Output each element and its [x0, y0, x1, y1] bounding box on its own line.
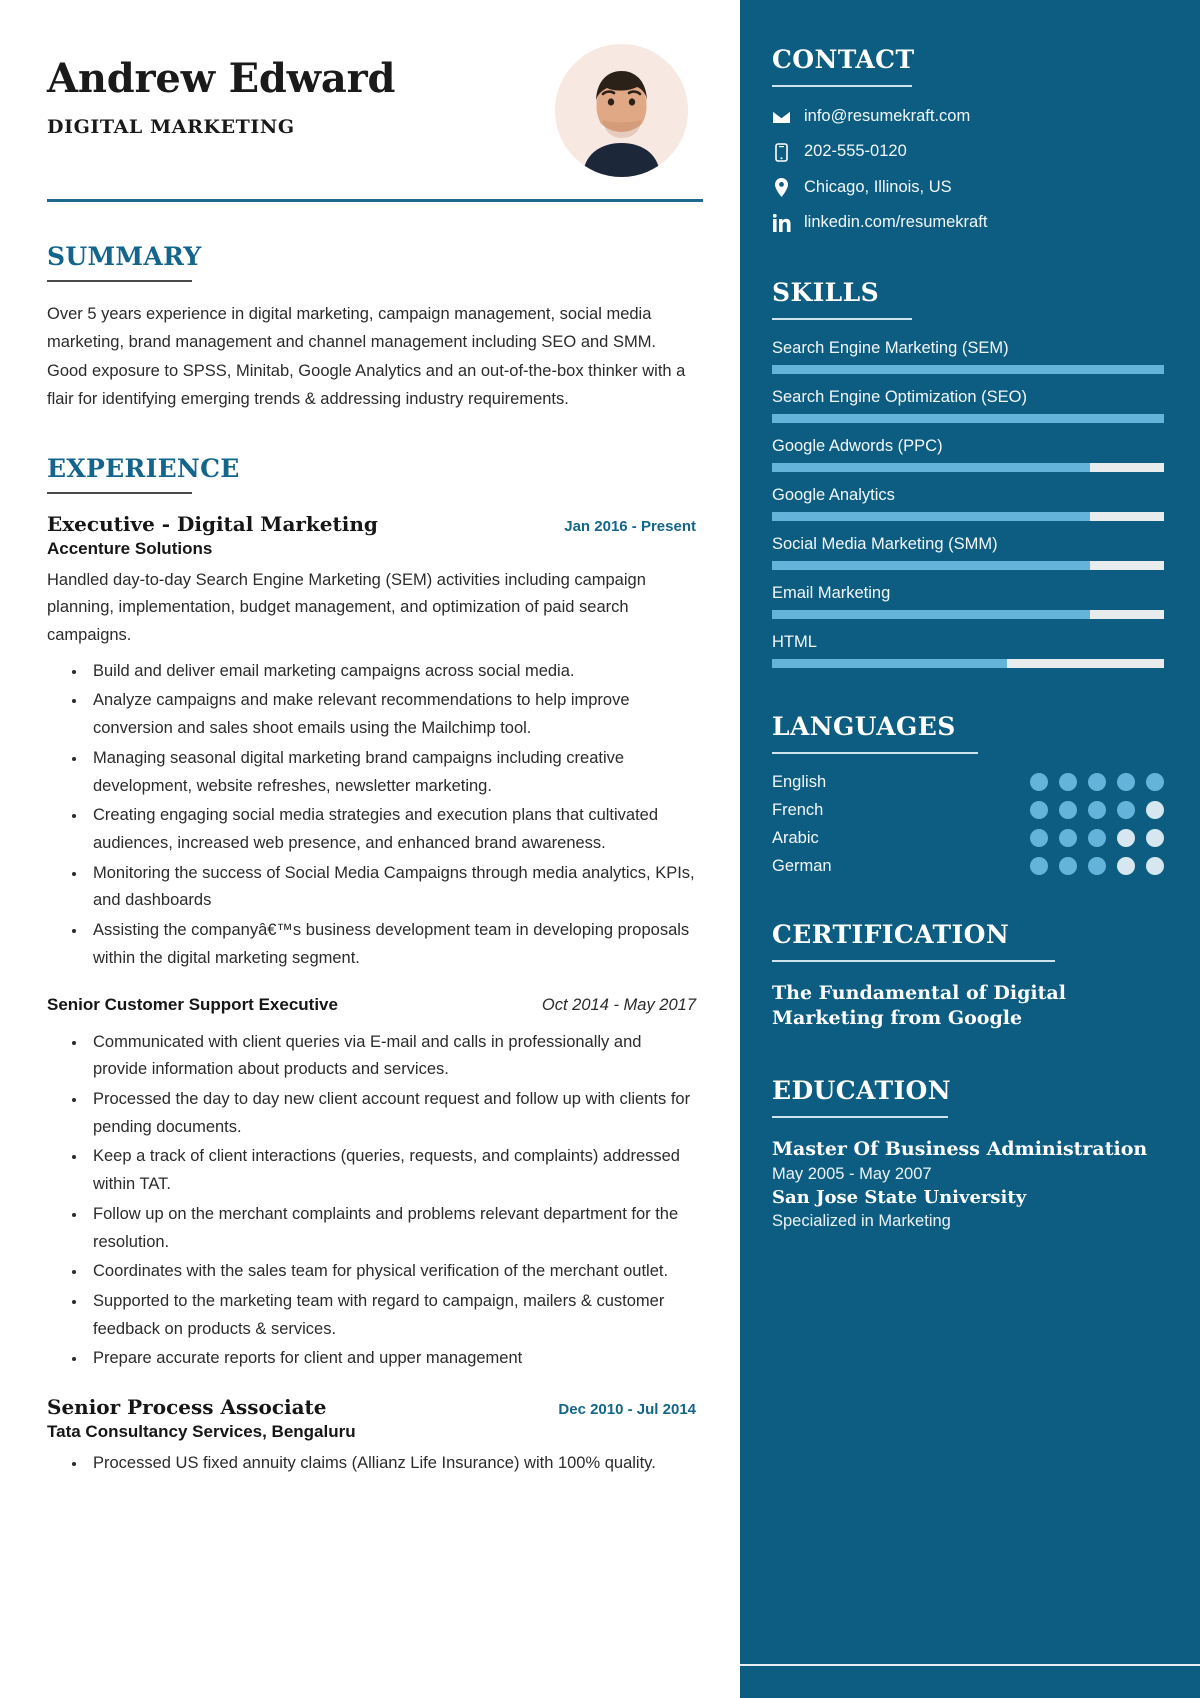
- rating-dot: [1088, 857, 1106, 875]
- skill-item: [772, 388, 1164, 423]
- envelope-icon: [772, 110, 791, 124]
- avatar: [555, 44, 688, 177]
- skill-bar-fill: [772, 414, 1164, 423]
- contact-location-text: Chicago, Illinois, US: [804, 177, 952, 196]
- rating-dot: [1088, 801, 1106, 819]
- name-block: [47, 44, 395, 138]
- language-item: [772, 801, 1164, 820]
- skill-item: [772, 584, 1164, 619]
- list-item: • Keep a track of client interactions (queries, requests, and complaints) addressed within TAT.: [87, 1143, 696, 1198]
- rating-dot: [1088, 829, 1106, 847]
- resume-header: [47, 44, 696, 177]
- language-label: French: [772, 800, 824, 819]
- language-label: Arabic: [772, 828, 819, 847]
- skill-bar-fill: [772, 610, 1090, 619]
- language-item: [772, 773, 1164, 792]
- contact-linkedin-text: linkedin.com/resumekraft: [804, 213, 988, 232]
- skills-heading: SKILLS: [772, 277, 880, 307]
- skill-label: Social Media Marketing (SMM): [772, 534, 998, 553]
- mobile-phone-icon: [772, 143, 791, 162]
- list-item: • Processed the day to day new client account request and follow up with clients for pending documents.: [87, 1086, 696, 1141]
- summary-section: [47, 242, 696, 414]
- list-item: • Processed US fixed annuity claims (Allianz Life Insurance) with 100% quality.: [87, 1450, 696, 1478]
- list-item: • Build and deliver email marketing campaigns across social media.: [87, 658, 696, 686]
- list-item: • Assisting the companyâ€™s business development team in developing proposals within the digital marketing segment.: [87, 917, 696, 972]
- list-item: • Monitoring the success of Social Media Campaigns through media analytics, KPIs, and dashboards: [87, 860, 696, 915]
- sidebar: [740, 0, 1200, 1698]
- rating-dot: [1059, 801, 1077, 819]
- job-company: Accenture Solutions: [47, 538, 213, 558]
- rating-dot: [1146, 801, 1164, 819]
- rating-dot: [1117, 857, 1135, 875]
- contact-item-location[interactable]: [772, 177, 1164, 198]
- contact-heading-rule: [772, 85, 912, 87]
- language-item: [772, 829, 1164, 848]
- languages-section: [772, 712, 1164, 876]
- rating-dot: [1059, 857, 1077, 875]
- skill-bar: [772, 463, 1164, 472]
- skill-bar: [772, 512, 1164, 521]
- rating-dot: [1059, 773, 1077, 791]
- language-rating: [1030, 773, 1164, 791]
- skill-bar-fill: [772, 512, 1090, 521]
- rating-dot: [1030, 773, 1048, 791]
- summary-text: Over 5 years experience in digital marketing, campaign management, social media marketing, brand management and channel management including SEO and SMM. Good exposure to SPSS, Minitab, Google Analytics and an out-of-the-box thinker with a flair for identifying emerging trends & addressing industry requirements.: [47, 305, 686, 409]
- experience-item: [47, 995, 696, 1374]
- job-bullets: [47, 1029, 696, 1374]
- contact-email-text: info@resumekraft.com: [804, 107, 971, 125]
- certification-section: [772, 920, 1164, 1032]
- education-school: San Jose State University: [772, 1187, 1027, 1209]
- skill-bar: [772, 414, 1164, 423]
- rating-dot: [1117, 829, 1135, 847]
- contact-item-phone[interactable]: [772, 141, 1164, 162]
- job-header: [47, 1395, 696, 1419]
- skill-bar-fill: [772, 659, 1007, 668]
- skill-bar: [772, 610, 1164, 619]
- rating-dot: [1030, 857, 1048, 875]
- rating-dot: [1146, 829, 1164, 847]
- list-item: • Coordinates with the sales team for physical verification of the merchant outlet.: [87, 1258, 696, 1286]
- list-item: • Analyze campaigns and make relevant recommendations to help improve conversion and sales shoot emails using the Mailchimp tool.: [87, 687, 696, 742]
- certification-heading: CERTIFICATION: [772, 919, 1010, 949]
- rating-dot: [1117, 773, 1135, 791]
- job-bullets: [47, 658, 696, 973]
- experience-item: [47, 1395, 696, 1478]
- experience-heading: EXPERIENCE: [47, 453, 240, 483]
- rating-dot: [1117, 801, 1135, 819]
- header-job-title: DIGITAL MARKETING: [47, 116, 295, 138]
- job-header: [47, 995, 696, 1015]
- education-dates: May 2005 - May 2007: [772, 1165, 932, 1184]
- contact-section: [772, 45, 1164, 234]
- language-rating: [1030, 829, 1164, 847]
- list-item: • Communicated with client queries via E-mail and calls in professionally and provide information about products and services.: [87, 1029, 696, 1084]
- contact-item-linkedin[interactable]: [772, 212, 1164, 233]
- experience-heading-rule: [47, 492, 192, 494]
- education-heading: EDUCATION: [772, 1076, 951, 1106]
- job-role: Executive - Digital Marketing: [47, 511, 378, 536]
- page-title: Andrew Edward: [47, 55, 396, 102]
- header-divider: [47, 199, 703, 202]
- skill-label: Search Engine Optimization (SEO): [772, 387, 1027, 406]
- skill-item: [772, 437, 1164, 472]
- job-date: Dec 2010 - Jul 2014: [558, 1401, 696, 1419]
- job-role: Senior Customer Support Executive: [47, 994, 338, 1014]
- list-item: • Managing seasonal digital marketing brand campaigns including creative development, website refreshes, newsletter marketing.: [87, 745, 696, 800]
- experience-section: [47, 454, 696, 1478]
- linkedin-icon: [772, 214, 791, 232]
- rating-dot: [1088, 773, 1106, 791]
- certification-name: The Fundamental of Digital Marketing from Google: [772, 981, 1066, 1030]
- languages-heading-rule: [772, 752, 978, 754]
- rating-dot: [1146, 857, 1164, 875]
- certification-heading-rule: [772, 960, 1055, 962]
- job-header: [47, 512, 696, 536]
- contact-phone-text: 202-555-0120: [804, 142, 907, 161]
- education-section: [772, 1076, 1164, 1231]
- skill-bar-fill: [772, 561, 1090, 570]
- contact-item-email[interactable]: [772, 106, 1164, 127]
- skill-label: Email Marketing: [772, 583, 891, 602]
- language-item: [772, 857, 1164, 876]
- skill-item: [772, 633, 1164, 668]
- skill-item: [772, 339, 1164, 374]
- list-item: • Prepare accurate reports for client and upper management: [87, 1345, 696, 1373]
- job-bullets: [47, 1450, 696, 1478]
- language-label: English: [772, 772, 827, 791]
- skill-item: [772, 535, 1164, 570]
- education-degree: Master Of Business Administration: [772, 1138, 1148, 1161]
- skill-label: Search Engine Marketing (SEM): [772, 338, 1009, 357]
- skill-bar-fill: [772, 463, 1090, 472]
- language-label: German: [772, 856, 832, 875]
- list-item: • Supported to the marketing team with regard to campaign, mailers & customer feedback on products & services.: [87, 1288, 696, 1343]
- skill-label: HTML: [772, 632, 817, 651]
- rating-dot: [1030, 829, 1048, 847]
- contact-heading: CONTACT: [772, 45, 915, 74]
- list-item: • Creating engaging social media strategies and execution plans that cultivated audiences, increased web presence, and enhanced brand awareness.: [87, 802, 696, 857]
- rating-dot: [1146, 773, 1164, 791]
- skills-heading-rule: [772, 318, 912, 320]
- job-date: Oct 2014 - May 2017: [541, 995, 696, 1014]
- rating-dot: [1030, 801, 1048, 819]
- language-rating: [1030, 801, 1164, 819]
- person-photo-icon: [555, 44, 688, 177]
- skill-bar: [772, 659, 1164, 668]
- summary-heading: SUMMARY: [47, 242, 202, 271]
- language-rating: [1030, 857, 1164, 875]
- map-pin-icon: [772, 178, 791, 197]
- job-company: Tata Consultancy Services, Bengaluru: [47, 1422, 356, 1442]
- skill-label: Google Analytics: [772, 485, 895, 504]
- sidebar-bottom-divider: [740, 1664, 1200, 1666]
- job-description: Handled day-to-day Search Engine Marketing (SEM) activities including campaign planning, implementation, budget management, and optimization of paid search campaigns.: [47, 570, 646, 644]
- summary-heading-rule: [47, 280, 192, 282]
- skill-bar: [772, 365, 1164, 374]
- skill-item: [772, 486, 1164, 521]
- languages-heading: LANGUAGES: [772, 711, 956, 741]
- education-note: Specialized in Marketing: [772, 1212, 951, 1231]
- education-heading-rule: [772, 1116, 948, 1118]
- skill-label: Google Adwords (PPC): [772, 436, 943, 455]
- job-date: Jan 2016 - Present: [564, 517, 696, 535]
- job-role: Senior Process Associate: [47, 1395, 327, 1420]
- rating-dot: [1059, 829, 1077, 847]
- skill-bar-fill: [772, 365, 1164, 374]
- skills-section: [772, 278, 1164, 668]
- list-item: • Follow up on the merchant complaints and problems relevant department for the resolution.: [87, 1201, 696, 1256]
- skill-bar: [772, 561, 1164, 570]
- experience-item: [47, 512, 696, 973]
